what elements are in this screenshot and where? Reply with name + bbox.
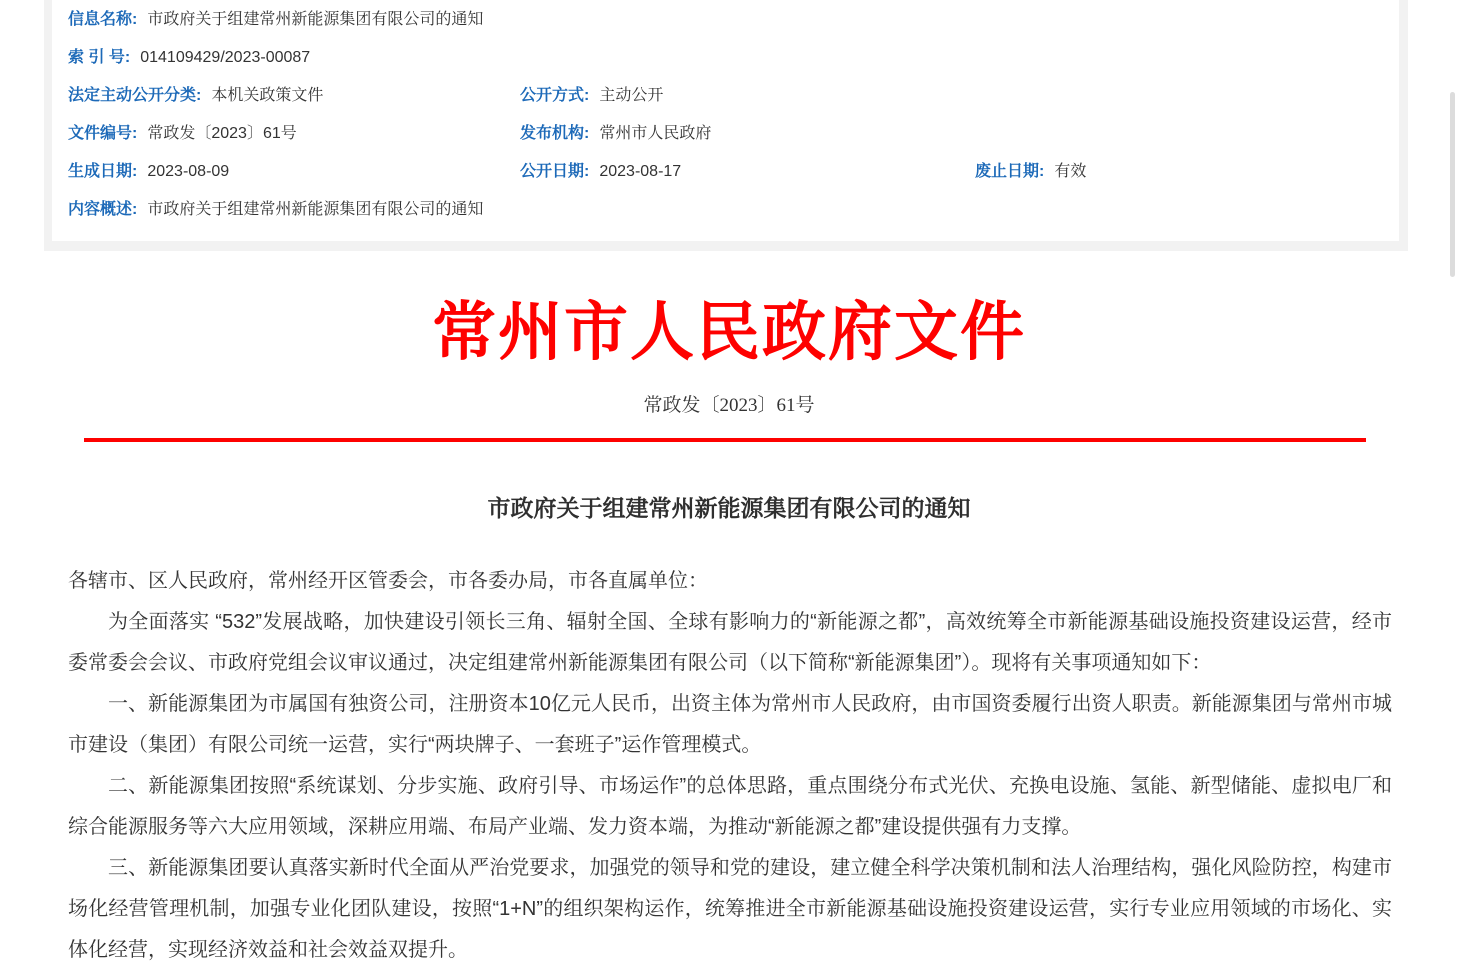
meta-row-info-name	[68, 1, 1399, 39]
meta-field-value: 本机关政策文件	[211, 87, 324, 104]
red-divider	[84, 438, 1366, 442]
body-paragraph: 二、新能源集团按照“系统谋划、分步实施、政府引导、市场运作”的总体思路，重点围绕分布式光伏、充换电设施、氢能、新型储能、虚拟电厂和综合能源服务等六大应用领域，深耕应用端、布局产业端、发力资本端，为推动“新能源之都”建设提供强有力支撑。	[68, 774, 1392, 838]
meta-field-label: 法定主动公开分类:	[68, 87, 202, 104]
meta-field-value: 主动公开	[599, 87, 664, 104]
document-title: 市政府关于组建常州新能源集团有限公司的通知	[487, 494, 971, 521]
meta-field-index-number	[68, 39, 310, 77]
meta-field-info-name	[68, 1, 483, 39]
document-header	[0, 295, 1458, 417]
document-number: 常政发〔2023〕61号	[643, 394, 815, 416]
body-paragraph: 三、新能源集团要认真落实新时代全面从严治党要求，加强党的领导和党的建设，建立健全科学决策机制和法人治理结构，强化风险防控，构建市场化经营管理机制，加强专业化团队建设，按照“1+N”的组织架构运作，统筹推进全市新能源基础设施投资建设运营，实行专业应用领域的市场化、实体化经营，实现经济效益和社会效益双提升。	[68, 856, 1392, 961]
meta-field-publish-date	[520, 153, 681, 191]
metadata-card	[52, 0, 1399, 241]
meta-field-summary	[68, 191, 483, 229]
meta-row-index-number	[68, 39, 1399, 77]
meta-field-value: 市政府关于组建常州新能源集团有限公司的通知	[147, 201, 484, 218]
meta-field-label: 文件编号:	[68, 125, 138, 142]
meta-field-label: 索 引 号:	[68, 49, 131, 66]
meta-field-label: 内容概述:	[68, 201, 138, 218]
body-paragraph: 为全面落实 “532”发展战略，加快建设引领长三角、辐射全国、全球有影响力的“新能源之都”，高效统筹全市新能源基础设施投资建设运营，经市委常委会会议、市政府党组会议审议通过，决定组建常州新能源集团有限公司（以下简称“新能源集团”）。现将有关事项通知如下：	[68, 610, 1392, 674]
body-paragraph: 一、新能源集团为市属国有独资公司，注册资本10亿元人民币，出资主体为常州市人民政府，由市国资委履行出资人职责。新能源集团与常州市城市建设（集团）有限公司统一运营，实行“两块牌子、一套班子”运作管理模式。	[68, 692, 1392, 756]
meta-field-label: 生成日期:	[68, 163, 138, 180]
meta-field-value: 常政发〔2023〕61号	[147, 125, 297, 142]
meta-field-doc-number	[68, 115, 297, 153]
meta-field-label: 公开日期:	[520, 163, 590, 180]
meta-field-value: 2023-08-17	[599, 163, 682, 180]
meta-field-value: 常州市人民政府	[599, 125, 712, 142]
meta-field-created-date	[68, 153, 229, 191]
vertical-scrollbar-thumb[interactable]	[1450, 92, 1455, 277]
meta-field-label: 公开方式:	[520, 87, 590, 104]
meta-field-value: 014109429/2023-00087	[140, 49, 311, 66]
meta-row-doc-number	[68, 115, 1399, 153]
masthead-title: 常州市人民政府文件	[432, 297, 1026, 368]
meta-field-publicity-method	[520, 77, 663, 115]
meta-field-label: 发布机构:	[520, 125, 590, 142]
meta-field-value: 市政府关于组建常州新能源集团有限公司的通知	[147, 11, 484, 28]
meta-field-label: 信息名称:	[68, 11, 138, 28]
meta-row-classification	[68, 77, 1399, 115]
meta-field-classification	[68, 77, 323, 115]
meta-field-value: 有效	[1054, 163, 1087, 180]
meta-field-label: 废止日期:	[975, 163, 1045, 180]
meta-row-summary	[68, 191, 1399, 229]
meta-field-issuing-agency	[520, 115, 711, 153]
salutation-line: 各辖市、区人民政府，常州经开区管委会，市各委办局，市各直属单位：	[68, 569, 708, 592]
meta-field-expiry-status	[975, 153, 1086, 191]
metadata-panel	[44, 0, 1408, 251]
document-body	[68, 561, 1392, 971]
meta-field-value: 2023-08-09	[147, 163, 230, 180]
meta-row-dates	[68, 153, 1399, 191]
